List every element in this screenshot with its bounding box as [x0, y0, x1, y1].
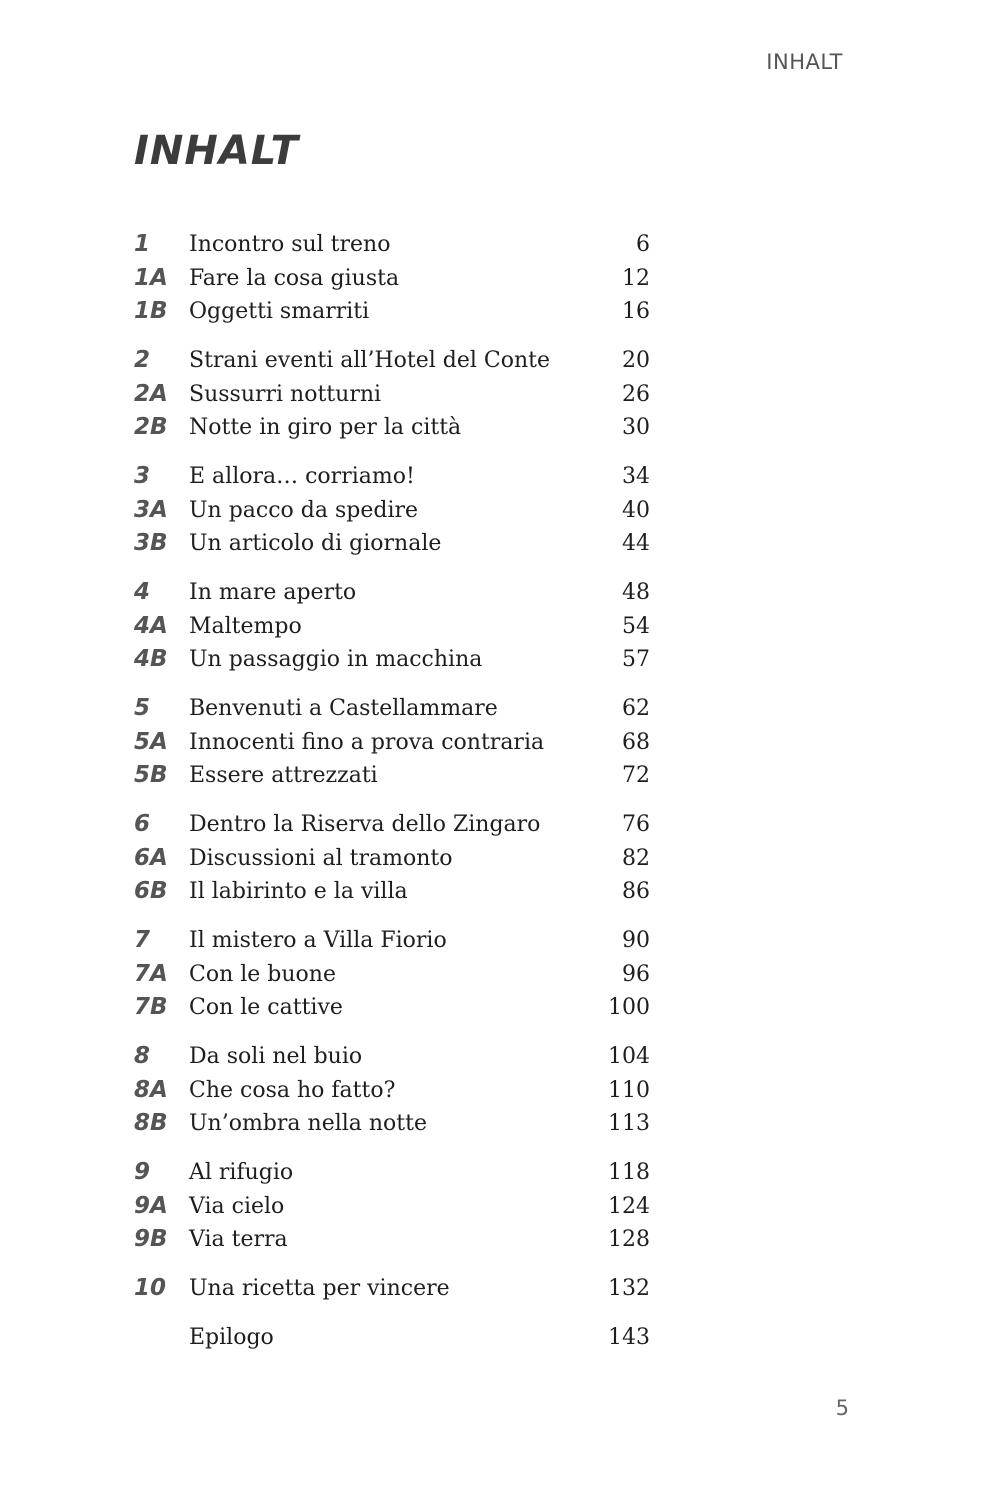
toc-page-number: 118: [608, 1160, 650, 1185]
toc-chapter-title: Via terra: [189, 1227, 288, 1252]
toc-entry: [134, 1156, 650, 1190]
toc-page-number: 76: [622, 812, 650, 837]
toc-entry: [134, 1223, 650, 1257]
toc-entry: [134, 1321, 650, 1355]
toc-chapter-title: Al rifugio: [189, 1160, 294, 1185]
toc-page-number: 26: [622, 381, 650, 407]
toc-chapter-number: 9: [134, 1159, 151, 1185]
toc-chapter-title: Innocenti fino a prova contraria: [189, 729, 545, 755]
toc-page-number: 132: [608, 1276, 650, 1301]
toc-chapter-number: 1A: [134, 264, 168, 291]
toc-chapter-title: E allora… corriamo!: [189, 464, 415, 489]
toc-chapter-number: 4: [134, 579, 151, 605]
toc-entry: [134, 808, 650, 842]
toc-chapter-title: In mare aperto: [189, 580, 357, 605]
toc-chapter-title: Strani eventi all’Hotel del Conte: [189, 348, 550, 373]
toc-entry: [134, 842, 650, 876]
toc-chapter-title: Una ricetta per vincere: [189, 1276, 450, 1301]
toc-group: [134, 1321, 650, 1355]
toc-group: [134, 808, 650, 909]
toc-entry: [134, 295, 650, 329]
toc-chapter-title: Sussurri notturni: [189, 381, 382, 407]
toc-page-number: 57: [622, 647, 650, 672]
toc-page-number: 12: [622, 265, 650, 291]
toc-chapter-title: Discussioni al tramonto: [189, 845, 453, 871]
toc-page-number: 90: [622, 928, 650, 953]
toc-entry: [134, 344, 650, 378]
toc-chapter-number: 2: [134, 347, 151, 373]
toc-entry: [134, 262, 650, 296]
toc-entry: [134, 610, 650, 644]
toc-chapter-number: 1B: [134, 298, 168, 324]
toc-entry: [134, 378, 650, 412]
toc-chapter-number: 3B: [134, 530, 168, 556]
toc-page-number: 82: [622, 845, 650, 871]
toc-chapter-title: Incontro sul treno: [189, 232, 391, 257]
toc-page-number: 100: [608, 995, 650, 1020]
toc-page-number: 110: [608, 1077, 650, 1103]
toc-page-number: 72: [622, 763, 650, 788]
toc-entry: [134, 1040, 650, 1074]
toc-entry: [134, 692, 650, 726]
toc-chapter-number: 4A: [134, 612, 168, 639]
toc-page-number: 48: [622, 580, 650, 605]
toc-chapter-number: 4B: [134, 646, 168, 672]
toc-chapter-title: Via cielo: [189, 1193, 285, 1219]
toc-entry: [134, 411, 650, 445]
toc-entry: [134, 576, 650, 610]
toc-chapter-number: 6A: [134, 844, 168, 871]
toc-entry: [134, 1272, 650, 1306]
toc-chapter-number: 8: [134, 1043, 151, 1069]
toc-group: [134, 1040, 650, 1141]
toc-chapter-title: Essere attrezzati: [189, 763, 378, 788]
toc-page-number: 16: [622, 299, 650, 324]
toc-entry: [134, 527, 650, 561]
toc-chapter-number: 5A: [134, 728, 168, 755]
toc-chapter-number: 10: [134, 1275, 167, 1301]
toc-page-number: 86: [622, 879, 650, 904]
toc-chapter-number: 5B: [134, 762, 168, 788]
toc-entry: [134, 875, 650, 909]
toc-chapter-number: 8A: [134, 1076, 168, 1103]
toc-group: [134, 1156, 650, 1257]
toc-page-number: 62: [622, 696, 650, 721]
toc-entry: [134, 1190, 650, 1224]
toc-chapter-number: 2A: [134, 380, 168, 407]
toc-entry: [134, 460, 650, 494]
toc-page-number: 128: [608, 1227, 650, 1252]
toc-chapter-title: Epilogo: [189, 1325, 274, 1350]
toc-entry: [134, 494, 650, 528]
toc-chapter-title: Benvenuti a Castellammare: [189, 696, 498, 721]
toc-entry: [134, 643, 650, 677]
toc-chapter-title: Da soli nel buio: [189, 1044, 363, 1069]
toc-chapter-number: 9A: [134, 1192, 168, 1219]
toc-page-number: 104: [608, 1044, 650, 1069]
toc-page-number: 68: [622, 729, 650, 755]
toc-entry: [134, 759, 650, 793]
toc-entry: [134, 228, 650, 262]
toc-chapter-title: Il mistero a Villa Fiorio: [189, 928, 447, 953]
toc-entry: [134, 958, 650, 992]
toc-chapter-title: Fare la cosa giusta: [189, 265, 400, 291]
toc-page-number: 143: [608, 1325, 650, 1350]
toc-group: [134, 460, 650, 561]
toc-page-number: 40: [622, 497, 650, 523]
toc-page-number: 96: [622, 961, 650, 987]
toc-group: [134, 576, 650, 677]
toc-entry: [134, 1074, 650, 1108]
toc-chapter-title: Maltempo: [189, 613, 302, 639]
toc-chapter-number: 5: [134, 695, 151, 721]
toc-page-number: 30: [622, 415, 650, 440]
page-title: INHALT: [134, 128, 299, 174]
toc-chapter-title: Un articolo di giornale: [189, 531, 442, 556]
toc-group: [134, 924, 650, 1025]
toc-group: [134, 692, 650, 793]
toc-chapter-title: Dentro la Riserva dello Zingaro: [189, 812, 541, 837]
toc-chapter-number: 2B: [134, 414, 168, 440]
toc-chapter-title: Con le buone: [189, 961, 336, 987]
toc-chapter-number: 6: [134, 811, 151, 837]
table-of-contents: [134, 228, 650, 1370]
toc-chapter-number: 9B: [134, 1226, 168, 1252]
toc-chapter-title: Il labirinto e la villa: [189, 879, 408, 904]
toc-chapter-number: 6B: [134, 878, 168, 904]
toc-chapter-number: 3A: [134, 496, 168, 523]
toc-chapter-number: 7A: [134, 960, 168, 987]
toc-chapter-title: Oggetti smarriti: [189, 299, 370, 324]
toc-chapter-number: 1: [134, 231, 151, 257]
toc-page-number: 20: [622, 348, 650, 373]
toc-page-number: 44: [622, 531, 650, 556]
toc-group: [134, 228, 650, 329]
toc-chapter-number: 7B: [134, 994, 168, 1020]
toc-chapter-title: Un’ombra nella notte: [189, 1111, 428, 1136]
toc-chapter-title: Un pacco da spedire: [189, 497, 419, 523]
toc-chapter-title: Che cosa ho fatto?: [189, 1077, 396, 1103]
running-head: INHALT: [766, 50, 843, 74]
toc-chapter-number: 7: [134, 927, 151, 953]
toc-page-number: 34: [622, 464, 650, 489]
toc-page-number: 54: [622, 613, 650, 639]
toc-page-number: 6: [636, 232, 650, 257]
toc-entry: [134, 1107, 650, 1141]
toc-entry: [134, 924, 650, 958]
toc-group: [134, 1272, 650, 1306]
toc-page-number: 124: [608, 1193, 650, 1219]
toc-chapter-title: Un passaggio in macchina: [189, 647, 483, 672]
toc-group: [134, 344, 650, 445]
toc-chapter-title: Con le cattive: [189, 995, 343, 1020]
toc-chapter-number: 8B: [134, 1110, 168, 1136]
toc-entry: [134, 991, 650, 1025]
toc-entry: [134, 726, 650, 760]
toc-page-number: 113: [608, 1111, 650, 1136]
toc-chapter-number: 3: [134, 463, 151, 489]
page-number: 5: [835, 1396, 849, 1420]
toc-chapter-title: Notte in giro per la città: [189, 415, 462, 440]
